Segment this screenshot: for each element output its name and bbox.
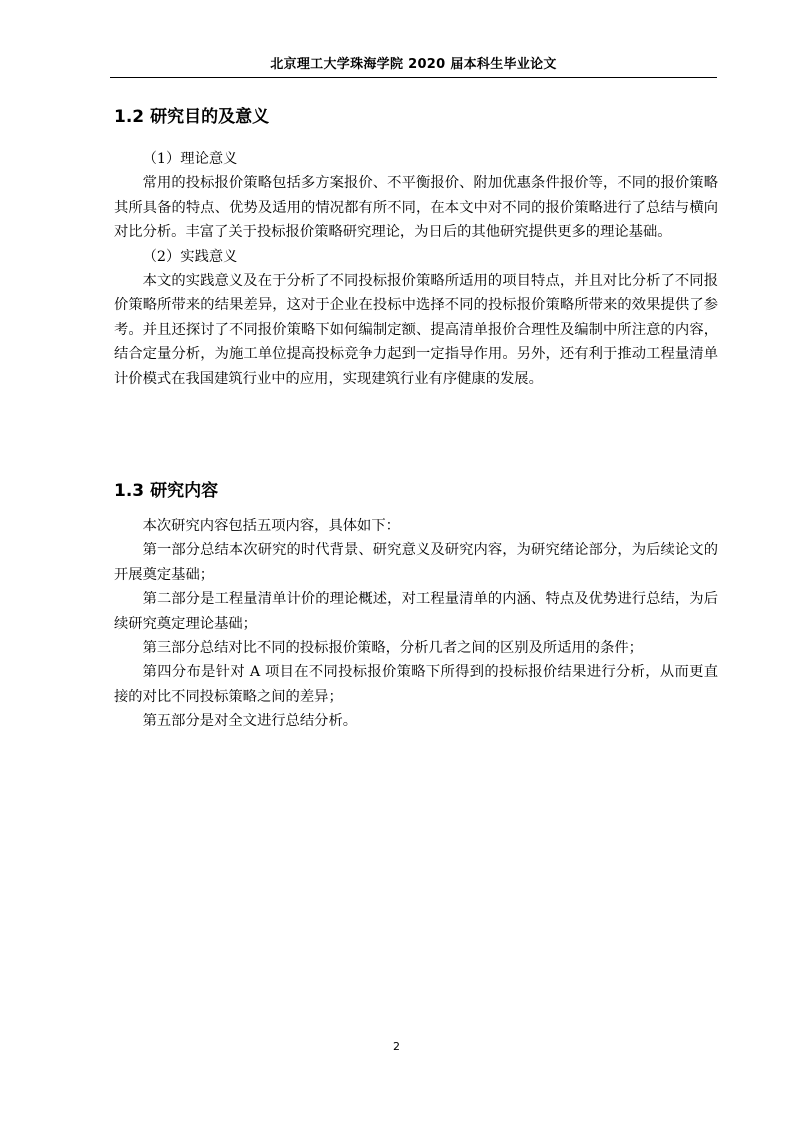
section-number: 1.3 [114, 481, 145, 501]
page-header [110, 56, 717, 78]
paragraph: 本文的实践意义及在于分析了不同投标报价策略所适用的项目特点，并且对比分析了不同报价策略所带来的结果差异，这对于企业在投标中选择不同的投标报价策略所带来的效果提供了参考。并且还探讨了不同报价策略下如何编制定额、提高清单报价合理性及编制中所注意的内容，结合定量分析，为施工单位提高投标竞争力起到一定指导作用。另外，还有利于推动工程量清单计价模式在我国建筑行业中的应用，实现建筑行业有序健康的发展。 [114, 273, 718, 387]
paragraph: 第三部分总结对比不同的投标报价策略，分析几者之间的区别及所适用的条件； [142, 640, 643, 657]
paragraph: 第二部分是工程量清单计价的理论概述，对工程量清单的内涵、特点及优势进行总结，为后续研究奠定理论基础； [114, 591, 718, 632]
section-body-1-3 [114, 514, 718, 734]
subheading-theory: （1）理论意义 [142, 151, 238, 167]
header-title: 北京理工大学珠海学院 2020 届本科生毕业论文 [270, 57, 557, 72]
paragraph: 第五部分是对全文进行总结分析。 [142, 713, 358, 730]
section-title: 研究内容 [150, 481, 219, 501]
subheading-practice: （2）实践意义 [142, 248, 238, 265]
section-heading-1-2 [114, 106, 269, 128]
section-heading-1-3 [114, 480, 218, 502]
paragraph: 常用的投标报价策略包括多方案报价、不平衡报价、附加优惠条件报价等，不同的报价策略其所具备的特点、优势及适用的情况都有所不同，在本文中对不同的报价策略进行了总结与横向对比分析。丰富了关于投标报价策略研究理论，为日后的其他研究提供更多的理论基础。 [114, 175, 718, 241]
paragraph: 本次研究内容包括五项内容，具体如下： [142, 518, 400, 534]
section-title: 研究目的及意义 [150, 107, 270, 127]
paragraph: 第四分布是针对 A 项目在不同投标报价策略下所得到的投标报价结果进行分析，从而更直接的对比不同投标策略之间的差异； [114, 664, 718, 705]
paragraph: 第一部分总结本次研究的时代背景、研究意义及研究内容，为研究绪论部分，为后续论文的开展奠定基础； [114, 542, 718, 583]
section-number: 1.2 [114, 107, 145, 127]
page-number: 2 [393, 1040, 400, 1053]
section-body-1-2 [114, 147, 718, 391]
